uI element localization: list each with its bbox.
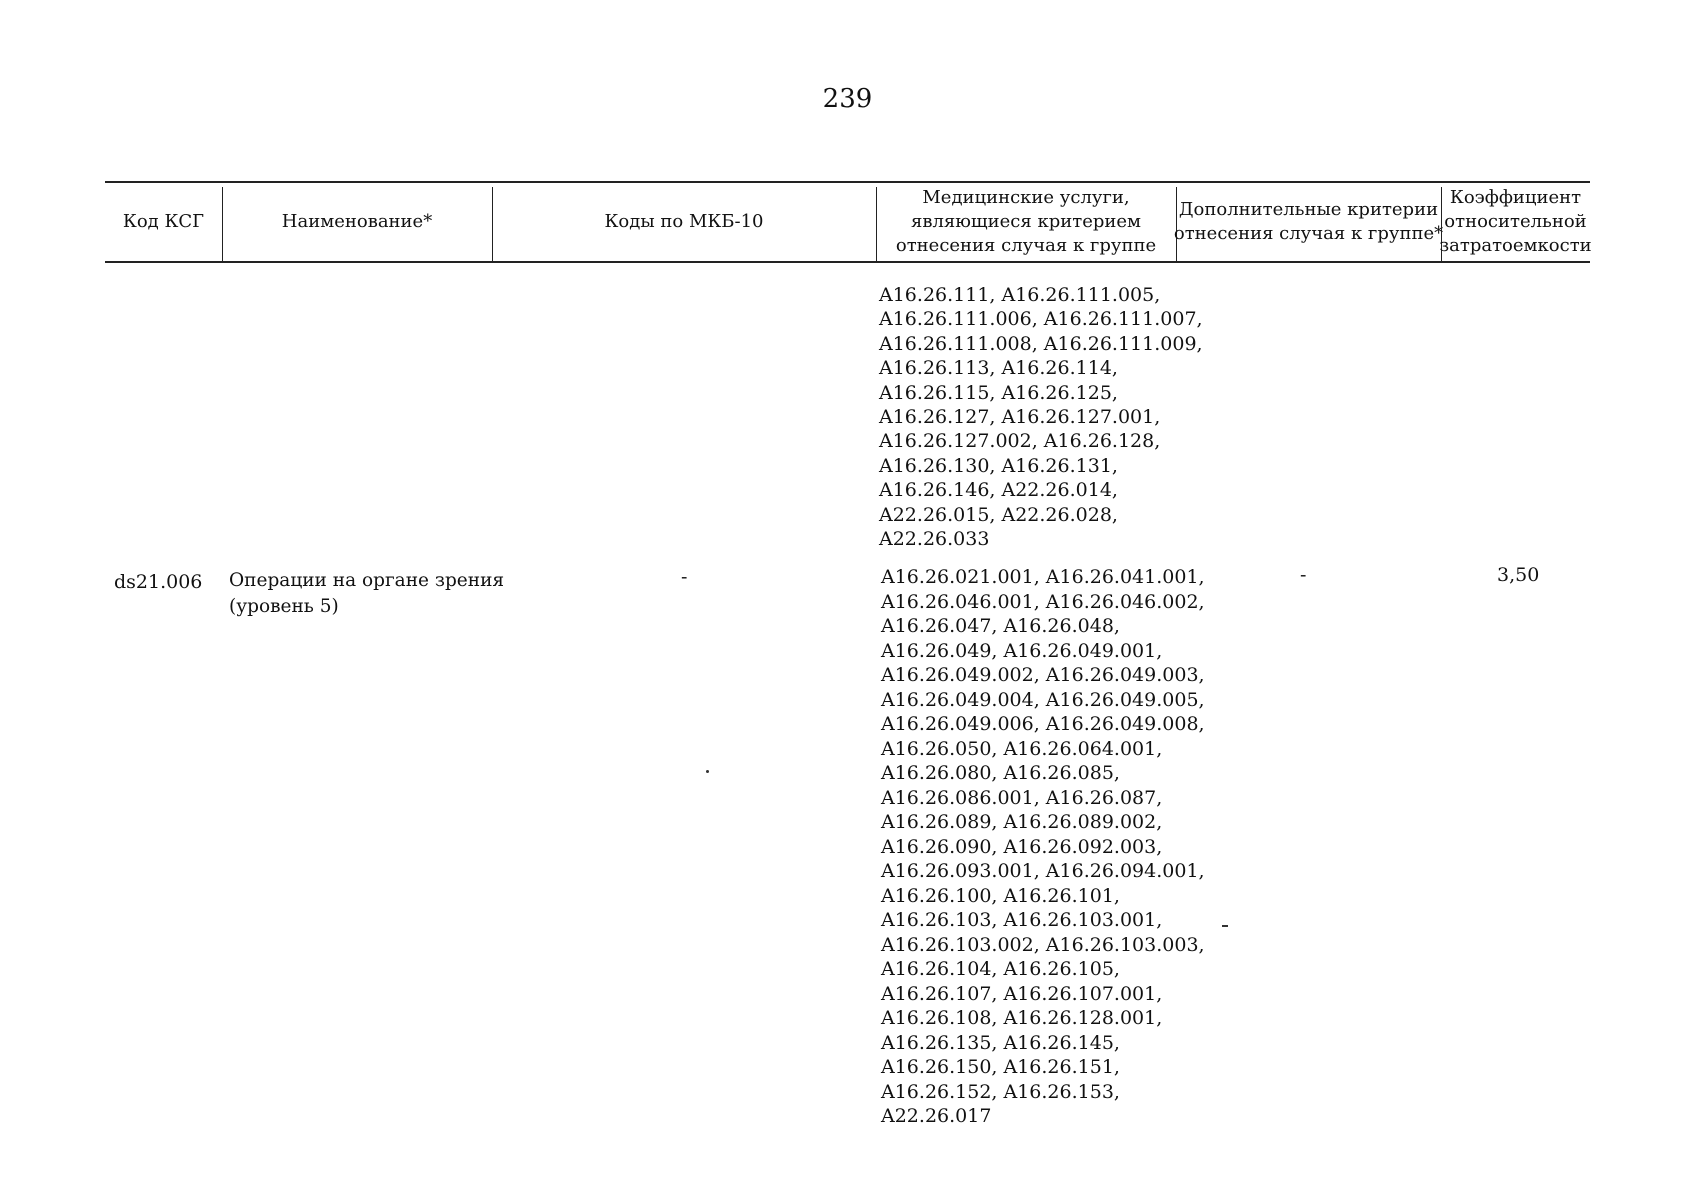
service-code-line: A16.26.089, A16.26.089.002, <box>881 811 1163 833</box>
row-coefficient: 3,50 <box>1497 564 1540 586</box>
service-code-line: A16.26.115, A16.26.125, <box>879 381 1118 404</box>
service-code-line: A16.26.049.004, A16.26.049.005, <box>881 688 1205 711</box>
service-code-line: A16.26.146, A22.26.014, <box>879 479 1118 502</box>
service-code-line: A16.26.090, A16.26.092.003, <box>881 835 1163 858</box>
continued-services-cell <box>879 283 1203 551</box>
row-ksg-code: ds21.006 <box>114 571 203 593</box>
service-code-line: A16.26.047, A16.26.048, <box>881 615 1120 637</box>
service-code-line: A16.26.049, A16.26.049.001, <box>881 639 1163 662</box>
header-name: Наименование* <box>281 211 433 232</box>
header-coef-line: затратоемкости <box>1439 235 1592 256</box>
header-extra-line: отнесения случая к группе* <box>1173 223 1444 244</box>
header-services-line: отнесения случая к группе <box>895 235 1157 256</box>
header-mkb: Коды по МКБ-10 <box>604 211 764 232</box>
service-code-line: A16.26.113, A16.26.114, <box>879 357 1118 380</box>
service-code-line: A16.26.103, A16.26.103.001, <box>881 909 1163 931</box>
service-code-line: A16.26.107, A16.26.107.001, <box>881 982 1163 1005</box>
service-code-line: A16.26.100, A16.26.101, <box>881 884 1120 907</box>
header-code: Код КСГ <box>122 211 205 232</box>
service-code-line: A16.26.150, A16.26.151, <box>881 1056 1120 1078</box>
service-code-line: A16.26.111.008, A16.26.111.009, <box>879 332 1203 355</box>
page-number: 239 <box>822 84 873 114</box>
service-code-line: A16.26.050, A16.26.064.001, <box>881 737 1163 760</box>
service-code-line: A16.26.080, A16.26.085, <box>881 762 1120 784</box>
service-code-line: A22.26.015, A22.26.028, <box>879 503 1118 526</box>
service-code-line: A16.26.104, A16.26.105, <box>881 958 1120 980</box>
service-code-line: A22.26.017 <box>881 1105 992 1127</box>
row-name <box>229 568 504 620</box>
table-header <box>105 181 1590 263</box>
service-code-line: A16.26.093.001, A16.26.094.001, <box>881 860 1205 882</box>
row-services-cell <box>881 565 1205 1129</box>
row-name-line: Операции на органе зрения <box>229 570 505 591</box>
header-services-line: являющиеся критерием <box>910 211 1142 232</box>
header-coef-line: относительной <box>1444 211 1587 232</box>
header-services <box>876 183 1176 261</box>
service-code-line: A16.26.130, A16.26.131, <box>879 454 1118 477</box>
row-mkb-codes: - <box>681 566 688 588</box>
header-extra <box>1173 183 1444 261</box>
header-coef <box>1441 183 1590 261</box>
header-services-line: Медицинские услуги, <box>922 187 1130 208</box>
service-code-line: A16.26.127, A16.26.127.001, <box>879 406 1161 429</box>
service-code-line: A16.26.049.002, A16.26.049.003, <box>881 664 1205 686</box>
service-code-line: A16.26.103.002, A16.26.103.003, <box>881 933 1205 956</box>
scan-speck <box>1222 925 1228 927</box>
service-code-line: A16.26.046.001, A16.26.046.002, <box>881 590 1205 613</box>
scan-speck <box>706 770 709 773</box>
service-code-line: A16.26.108, A16.26.128.001, <box>881 1007 1163 1029</box>
service-code-line: A22.26.033 <box>879 528 990 551</box>
service-code-line: A16.26.086.001, A16.26.087, <box>881 786 1163 809</box>
ksg-table <box>105 181 1590 263</box>
service-code-line: A16.26.127.002, A16.26.128, <box>879 430 1161 453</box>
row-name-line: (уровень 5) <box>229 596 339 617</box>
service-code-line: A16.26.111.006, A16.26.111.007, <box>879 308 1203 331</box>
header-coef-line: Коэффициент <box>1449 187 1582 208</box>
service-code-line: A16.26.049.006, A16.26.049.008, <box>881 713 1205 735</box>
service-code-line: A16.26.135, A16.26.145, <box>881 1031 1120 1054</box>
service-code-line: A16.26.111, A16.26.111.005, <box>879 284 1161 306</box>
service-code-line: A16.26.021.001, A16.26.041.001, <box>881 566 1205 588</box>
header-extra-line: Дополнительные критерии <box>1178 199 1439 220</box>
service-code-line: A16.26.152, A16.26.153, <box>881 1080 1120 1103</box>
row-extra-criteria: - <box>1300 564 1307 586</box>
